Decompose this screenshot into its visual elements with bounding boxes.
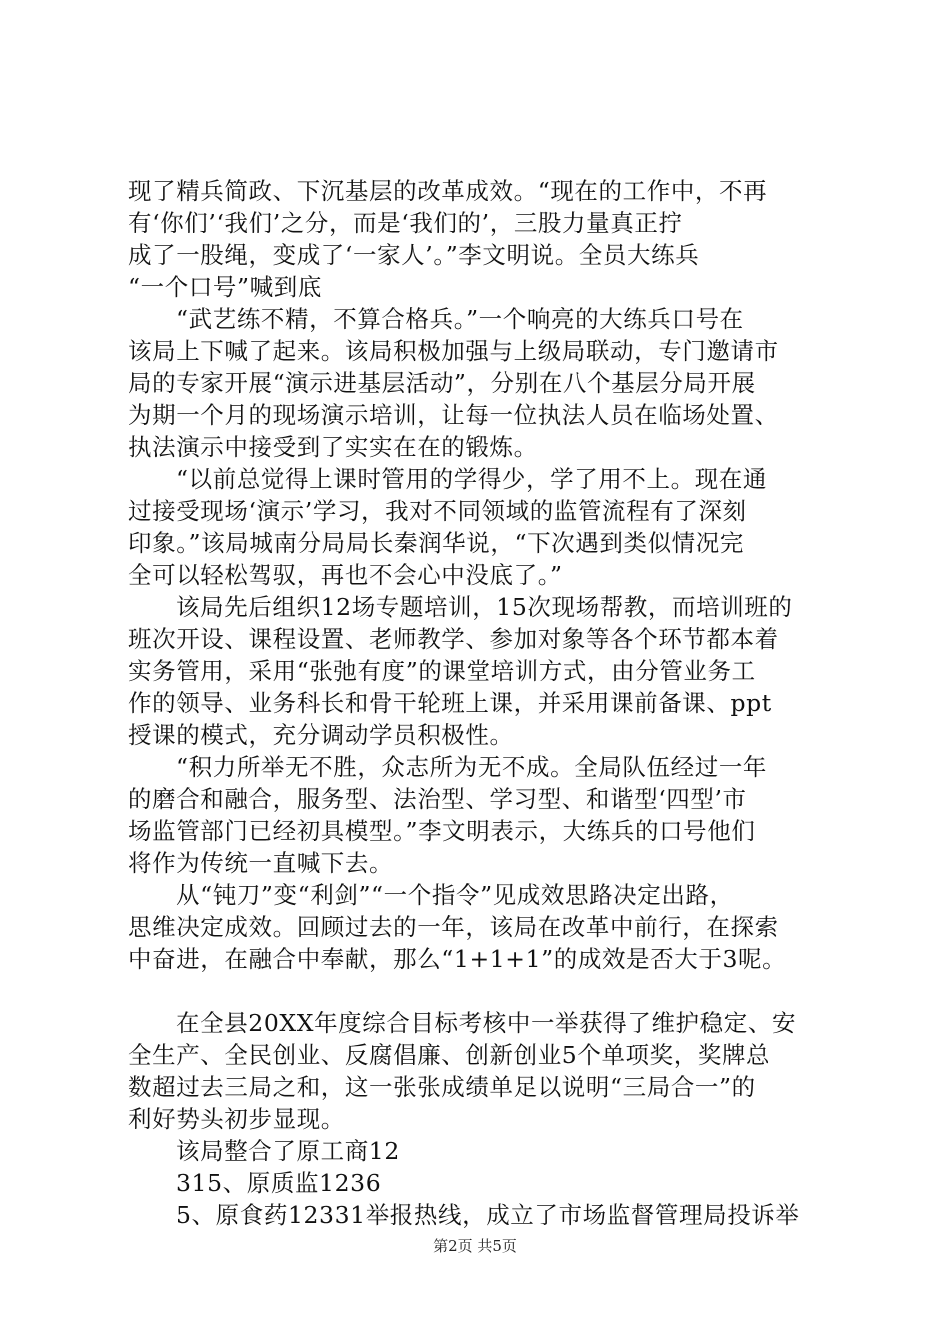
text-line: “以前总觉得上课时管用的学得少，学了用不上。现在通 xyxy=(176,465,768,493)
text-line: 将作为传统一直喊下去。 xyxy=(128,849,394,877)
text-line: 授课的模式，充分调动学员积极性。 xyxy=(128,721,514,749)
text-line: 数超过去三局之和，这一张张成绩单足以说明“三局合一”的 xyxy=(128,1073,756,1101)
page-number-footer: 第2页 共5页 xyxy=(433,1237,517,1255)
text-line: 的磨合和融合，服务型、法治型、学习型、和谐型‘四型’市 xyxy=(128,785,747,813)
text-line: 中奋进，在融合中奉献，那么“1+1+1”的成效是否大于3呢。 xyxy=(128,945,787,973)
text-line: 作的领导、业务科长和骨干轮班上课，并采用课前备课、ppt xyxy=(128,689,772,717)
text-line: 场监管部门已经初具模型。”李文明表示，大练兵的口号他们 xyxy=(128,817,756,845)
text-line: 过接受现场‘演示’学习，我对不同领域的监管流程有了深刻 xyxy=(128,497,747,525)
text-line: 5、原食药12331举报热线，成立了市场监督管理局投诉举 xyxy=(176,1201,800,1229)
text-line: 全可以轻松驾驭，再也不会心中没底了。” xyxy=(128,561,563,589)
text-line: 为期一个月的现场演示培训，让每一位执法人员在临场处置、 xyxy=(128,401,779,429)
text-line: 思维决定成效。回顾过去的一年，该局在改革中前行，在探索 xyxy=(128,913,779,941)
text-line: 印象。”该局城南分局局长秦润华说，“下次遇到类似情况完 xyxy=(128,529,744,557)
text-line: 从“钝刀”变“利剑”“一个指令”见成效思路决定出路， xyxy=(176,881,734,909)
text-line: 在全县20XX年度综合目标考核中一举获得了维护稳定、安 xyxy=(176,1009,797,1037)
text-line: 局的专家开展“演示进基层活动”，分别在八个基层分局开展 xyxy=(128,369,756,397)
text-line: 该局先后组织12场专题培训，15次现场帮教，而培训班的 xyxy=(176,593,793,621)
text-line: 执法演示中接受到了实实在在的锻炼。 xyxy=(128,433,538,461)
text-line: 实务管用，采用“张弛有度”的课堂培训方式，由分管业务工 xyxy=(128,657,756,685)
text-line: 该局上下喊了起来。该局积极加强与上级局联动，专门邀请市 xyxy=(128,337,779,365)
text-line: 全生产、全民创业、反腐倡廉、创新创业5个单项奖，奖牌总 xyxy=(128,1041,771,1069)
text-line: 班次开设、课程设置、老师教学、参加对象等各个环节都本着 xyxy=(128,625,779,653)
text-line: 现了精兵简政、下沉基层的改革成效。“现在的工作中，不再 xyxy=(128,177,768,205)
text-line: 有‘你们’‘我们’之分，而是‘我们的’，三股力量真正拧 xyxy=(128,209,683,237)
text-line: 该局整合了原工商12 xyxy=(176,1137,400,1165)
text-line: “一个口号”喊到底 xyxy=(128,273,322,301)
text-line: “武艺练不精，不算合格兵。”一个响亮的大练兵口号在 xyxy=(176,305,744,333)
text-line: 成了一股绳，变成了‘一家人’。”李文明说。全员大练兵 xyxy=(128,241,700,269)
text-line: 315、原质监1236 xyxy=(176,1169,382,1197)
text-line: “积力所举无不胜，众志所为无不成。全局队伍经过一年 xyxy=(176,753,768,781)
text-line: 利好势头初步显现。 xyxy=(128,1105,345,1133)
